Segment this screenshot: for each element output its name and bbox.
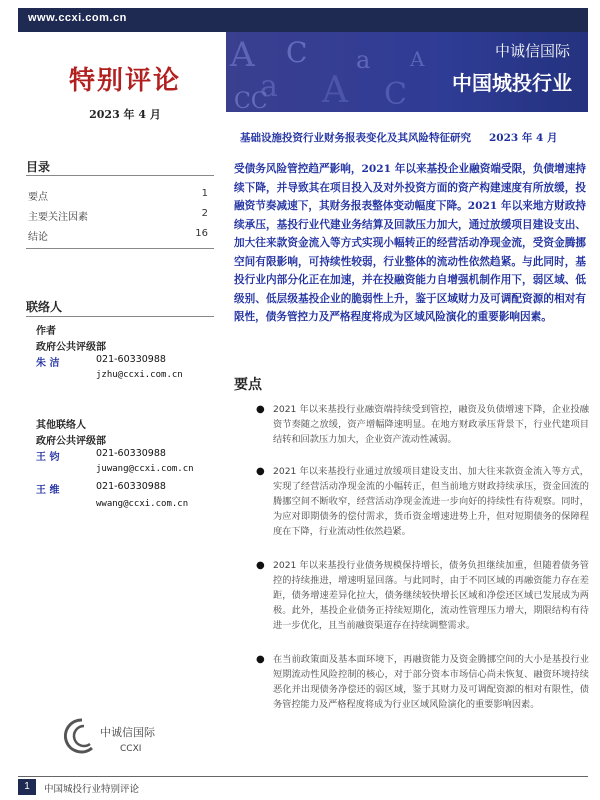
banner-brand: 中诚信国际 — [494, 42, 570, 60]
contact-email[interactable]: wwang@ccxi.com.cn — [96, 499, 189, 509]
other-department: 政府公共评级部 — [36, 436, 106, 447]
toc-end-divider — [26, 248, 214, 249]
toc-item-page: 16 — [195, 228, 208, 239]
author-department: 政府公共评级部 — [36, 342, 106, 353]
logo-cn-text: 中诚信国际 — [100, 726, 155, 739]
site-url[interactable]: www.ccxi.com.cn — [28, 12, 127, 24]
toc-heading: 目录 — [26, 160, 51, 174]
footer-divider — [18, 776, 588, 777]
bullet-icon: ● — [256, 466, 265, 477]
contact-phone: 021-60330988 — [96, 448, 166, 459]
svg-text:A: A — [322, 70, 348, 111]
contact-name: 王 维 — [36, 485, 60, 496]
footer-title: 中国城投行业特别评论 — [44, 784, 140, 795]
page-number: 1 — [18, 779, 36, 795]
ccxi-logo-icon — [60, 714, 170, 758]
contacts-divider — [26, 316, 214, 317]
toc-item-key-points[interactable] — [28, 188, 208, 203]
contact-email[interactable]: juwang@ccxi.com.cn — [96, 464, 194, 474]
other-contacts-label: 其他联络人 — [36, 420, 86, 431]
cover-date: 2023 年 4 月 — [89, 108, 161, 121]
toc-item-label: 主要关注因素 — [28, 212, 88, 223]
svg-text:A: A — [410, 47, 425, 71]
report-type-title: 特别评论 — [68, 66, 181, 96]
svg-text:a: a — [356, 46, 371, 74]
key-points-heading: 要点 — [234, 377, 262, 393]
key-point-item: 2021 年以来基投行业融资端持续受到管控，融资及负债增速下降，企业投融资节奏随之放缓，资产增幅降速明显。在地方财政承压背景下，行业代建项目结转和回款压力加大，企业资产流动性减弱。 — [273, 404, 589, 445]
author-label: 作者 — [36, 326, 56, 337]
toc-item-main-factors[interactable] — [28, 208, 208, 223]
key-point-item: 2021 年以来基投行业债务规模保持增长，债务负担继续加重，但随着债务管控的持续推进，增速明显回落。与此同时，由于不同区域的再融资能力存在差距，债务增速差异化拉大，债务继续较快增长区域和净偿还区域已发展成为两极。此外，基投企业债务正持续短期化，流动性管理压力增大，期限结构有待进一步优化，且当前融资渠道存在持续调整需求。 — [273, 560, 589, 631]
key-point-item: 在当前政策面及基本面环境下，再融资能力及资金腾挪空间的大小是基投行业短期流动性风险控制的核心，对于部分资本市场信心尚未恢复、融资环境持续恶化并出现债务净偿还的弱区域，鉴于其财力及可调配资源的相对有限性，债务管控能力及严格程度将成为行业区域风险演化的重要影响因素。 — [273, 654, 589, 710]
header-banner — [226, 32, 588, 112]
toc-item-label: 结论 — [28, 232, 48, 243]
toc-item-page: 1 — [201, 188, 208, 199]
contact-phone: 021-60330988 — [96, 481, 166, 492]
key-point-item: 2021 年以来基投行业通过放缓项目建设支出、加大往来款资金流入等方式，实现了经营活动净现金流的小幅转正，但当前地方财政持续承压，资金回流的腾挪空间不断收窄，经营活动净现金流进一步向好的持续性有待观察。同时，为应对即期债务的偿付需求，货币资金增速进势上升，但对短期债务的保障程度在下降，行业流动性依然趋紧。 — [273, 466, 589, 537]
contact-name: 王 钧 — [36, 452, 60, 463]
author-phone: 021-60330988 — [96, 354, 166, 365]
bullet-icon: ● — [256, 654, 265, 665]
top-bar — [18, 8, 588, 32]
contacts-heading: 联络人 — [26, 300, 63, 314]
svg-text:a: a — [260, 69, 278, 104]
author-name: 朱 洁 — [36, 358, 60, 369]
toc-item-page: 2 — [201, 208, 208, 219]
report-date: 2023 年 4 月 — [489, 132, 558, 144]
bullet-icon: ● — [256, 560, 265, 571]
toc-divider — [26, 175, 214, 176]
logo-en-text: CCXI — [120, 744, 142, 754]
toc-item-conclusion[interactable] — [28, 228, 208, 243]
svg-text:C: C — [384, 77, 407, 112]
toc-item-label: 要点 — [28, 192, 48, 203]
author-email[interactable]: jzhu@ccxi.com.cn — [96, 370, 183, 380]
report-title-line — [240, 130, 585, 145]
banner-sector-title: 中国城投行业 — [452, 71, 572, 95]
report-summary: 受债务风险管控趋严影响，2021 年以来基投企业融资端受限，负债增速持续下降，并导致其在项目投入及对外投资方面的资产构建速度有所放缓，投融资节奏减速下，其财务报表整体变动幅度下降。2021 年以来地方财政持续承压，基投行业代建业务结算及回款压力加大，通过放缓项目建设支出、加大往来款资金流入等方式实现小幅转正的经营活动净现金流，受资金腾挪空间有限影响，可持续性较弱，行业整体的流动性依然趋紧。与此同时，基投行业内部分化正在加速，并在投融资能力自增强机制作用下，弱区域、低级别、低层级基投企业的脆弱性上升，鉴于区域财力及可调配资源的相对有限性，债务管控力及严格程度将成为区域风险演化的重要影响因素。 — [234, 163, 586, 323]
ccxi-logo — [60, 714, 170, 758]
report-title: 基础设施投资行业财务报表变化及其风险特征研究 — [240, 132, 471, 144]
svg-text:CC: CC — [234, 89, 268, 112]
svg-text:C: C — [286, 36, 308, 69]
svg-text:A: A — [230, 35, 255, 75]
bullet-icon: ● — [256, 404, 265, 415]
